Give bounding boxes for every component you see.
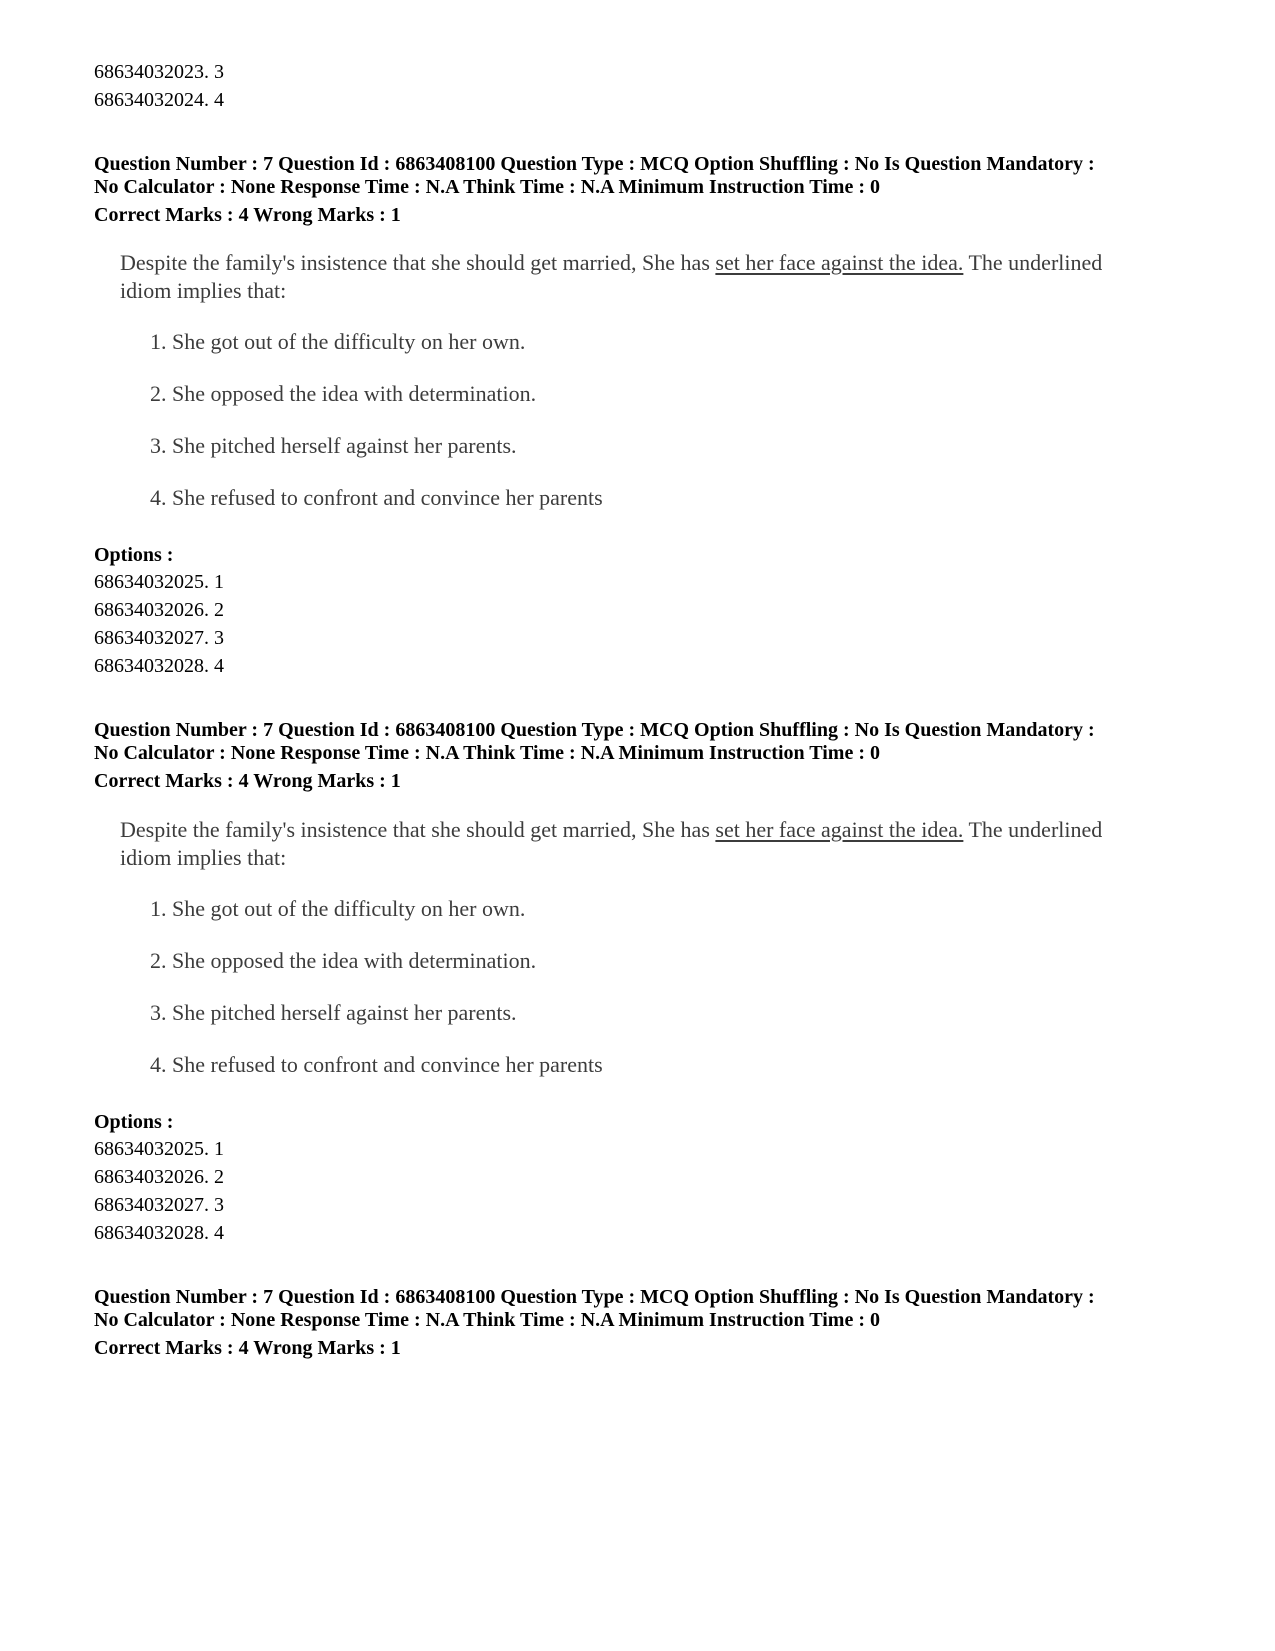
option-line: 68634032025. 1 <box>94 1138 224 1160</box>
options-label: Options : <box>94 544 174 566</box>
option-line: 68634032026. 2 <box>94 1166 224 1188</box>
options-label: Options : <box>94 1111 174 1133</box>
choice-4: 4. She refused to confront and convince her parents <box>150 485 603 510</box>
choice-1: 1. She got out of the difficulty on her own. <box>150 896 526 921</box>
option-line: 68634032027. 3 <box>94 1194 224 1216</box>
question-header-line2: No Calculator : None Response Time : N.A Think Time : N.A Minimum Instruction Time : 0 <box>94 1309 880 1331</box>
option-line: 68634032026. 2 <box>94 599 224 621</box>
option-line: 68634032023. 3 <box>94 61 224 83</box>
choice-2: 2. She opposed the idea with determination. <box>150 381 537 406</box>
question-stem: Despite the family's insistence that she should get married, She has set her face against the idea. The underlined idiom implies that: <box>120 250 1103 303</box>
question-image <box>120 816 1110 1077</box>
question-header-line2: No Calculator : None Response Time : N.A Think Time : N.A Minimum Instruction Time : 0 <box>94 176 880 198</box>
option-line: 68634032025. 1 <box>94 571 224 593</box>
choice-4: 4. She refused to confront and convince her parents <box>150 1052 603 1077</box>
question-marks: Correct Marks : 4 Wrong Marks : 1 <box>94 1337 401 1359</box>
question-marks: Correct Marks : 4 Wrong Marks : 1 <box>94 204 401 226</box>
option-line: 68634032028. 4 <box>94 1222 224 1244</box>
underlined-idiom: set her face against the idea. <box>715 817 964 842</box>
choice-1: 1. She got out of the difficulty on her own. <box>150 329 526 354</box>
question-header-line2: No Calculator : None Response Time : N.A Think Time : N.A Minimum Instruction Time : 0 <box>94 742 880 764</box>
question-stem: Despite the family's insistence that she should get married, She has set her face against the idea. The underlined idiom implies that: <box>120 817 1103 870</box>
question-image <box>120 249 1110 510</box>
underlined-idiom: set her face against the idea. <box>715 250 964 275</box>
option-line: 68634032028. 4 <box>94 655 224 677</box>
choice-3: 3. She pitched herself against her parents. <box>150 1000 517 1025</box>
question-header-line1: Question Number : 7 Question Id : 6863408100 Question Type : MCQ Option Shuffling : No Is Question Mandatory : <box>94 719 1095 741</box>
option-line: 68634032027. 3 <box>94 627 224 649</box>
question-header-line1: Question Number : 7 Question Id : 6863408100 Question Type : MCQ Option Shuffling : No Is Question Mandatory : <box>94 1286 1095 1308</box>
choice-3: 3. She pitched herself against her parents. <box>150 433 517 458</box>
question-marks: Correct Marks : 4 Wrong Marks : 1 <box>94 770 401 792</box>
choice-2: 2. She opposed the idea with determination. <box>150 948 537 973</box>
question-header-line1: Question Number : 7 Question Id : 6863408100 Question Type : MCQ Option Shuffling : No Is Question Mandatory : <box>94 153 1095 175</box>
option-line: 68634032024. 4 <box>94 89 224 111</box>
